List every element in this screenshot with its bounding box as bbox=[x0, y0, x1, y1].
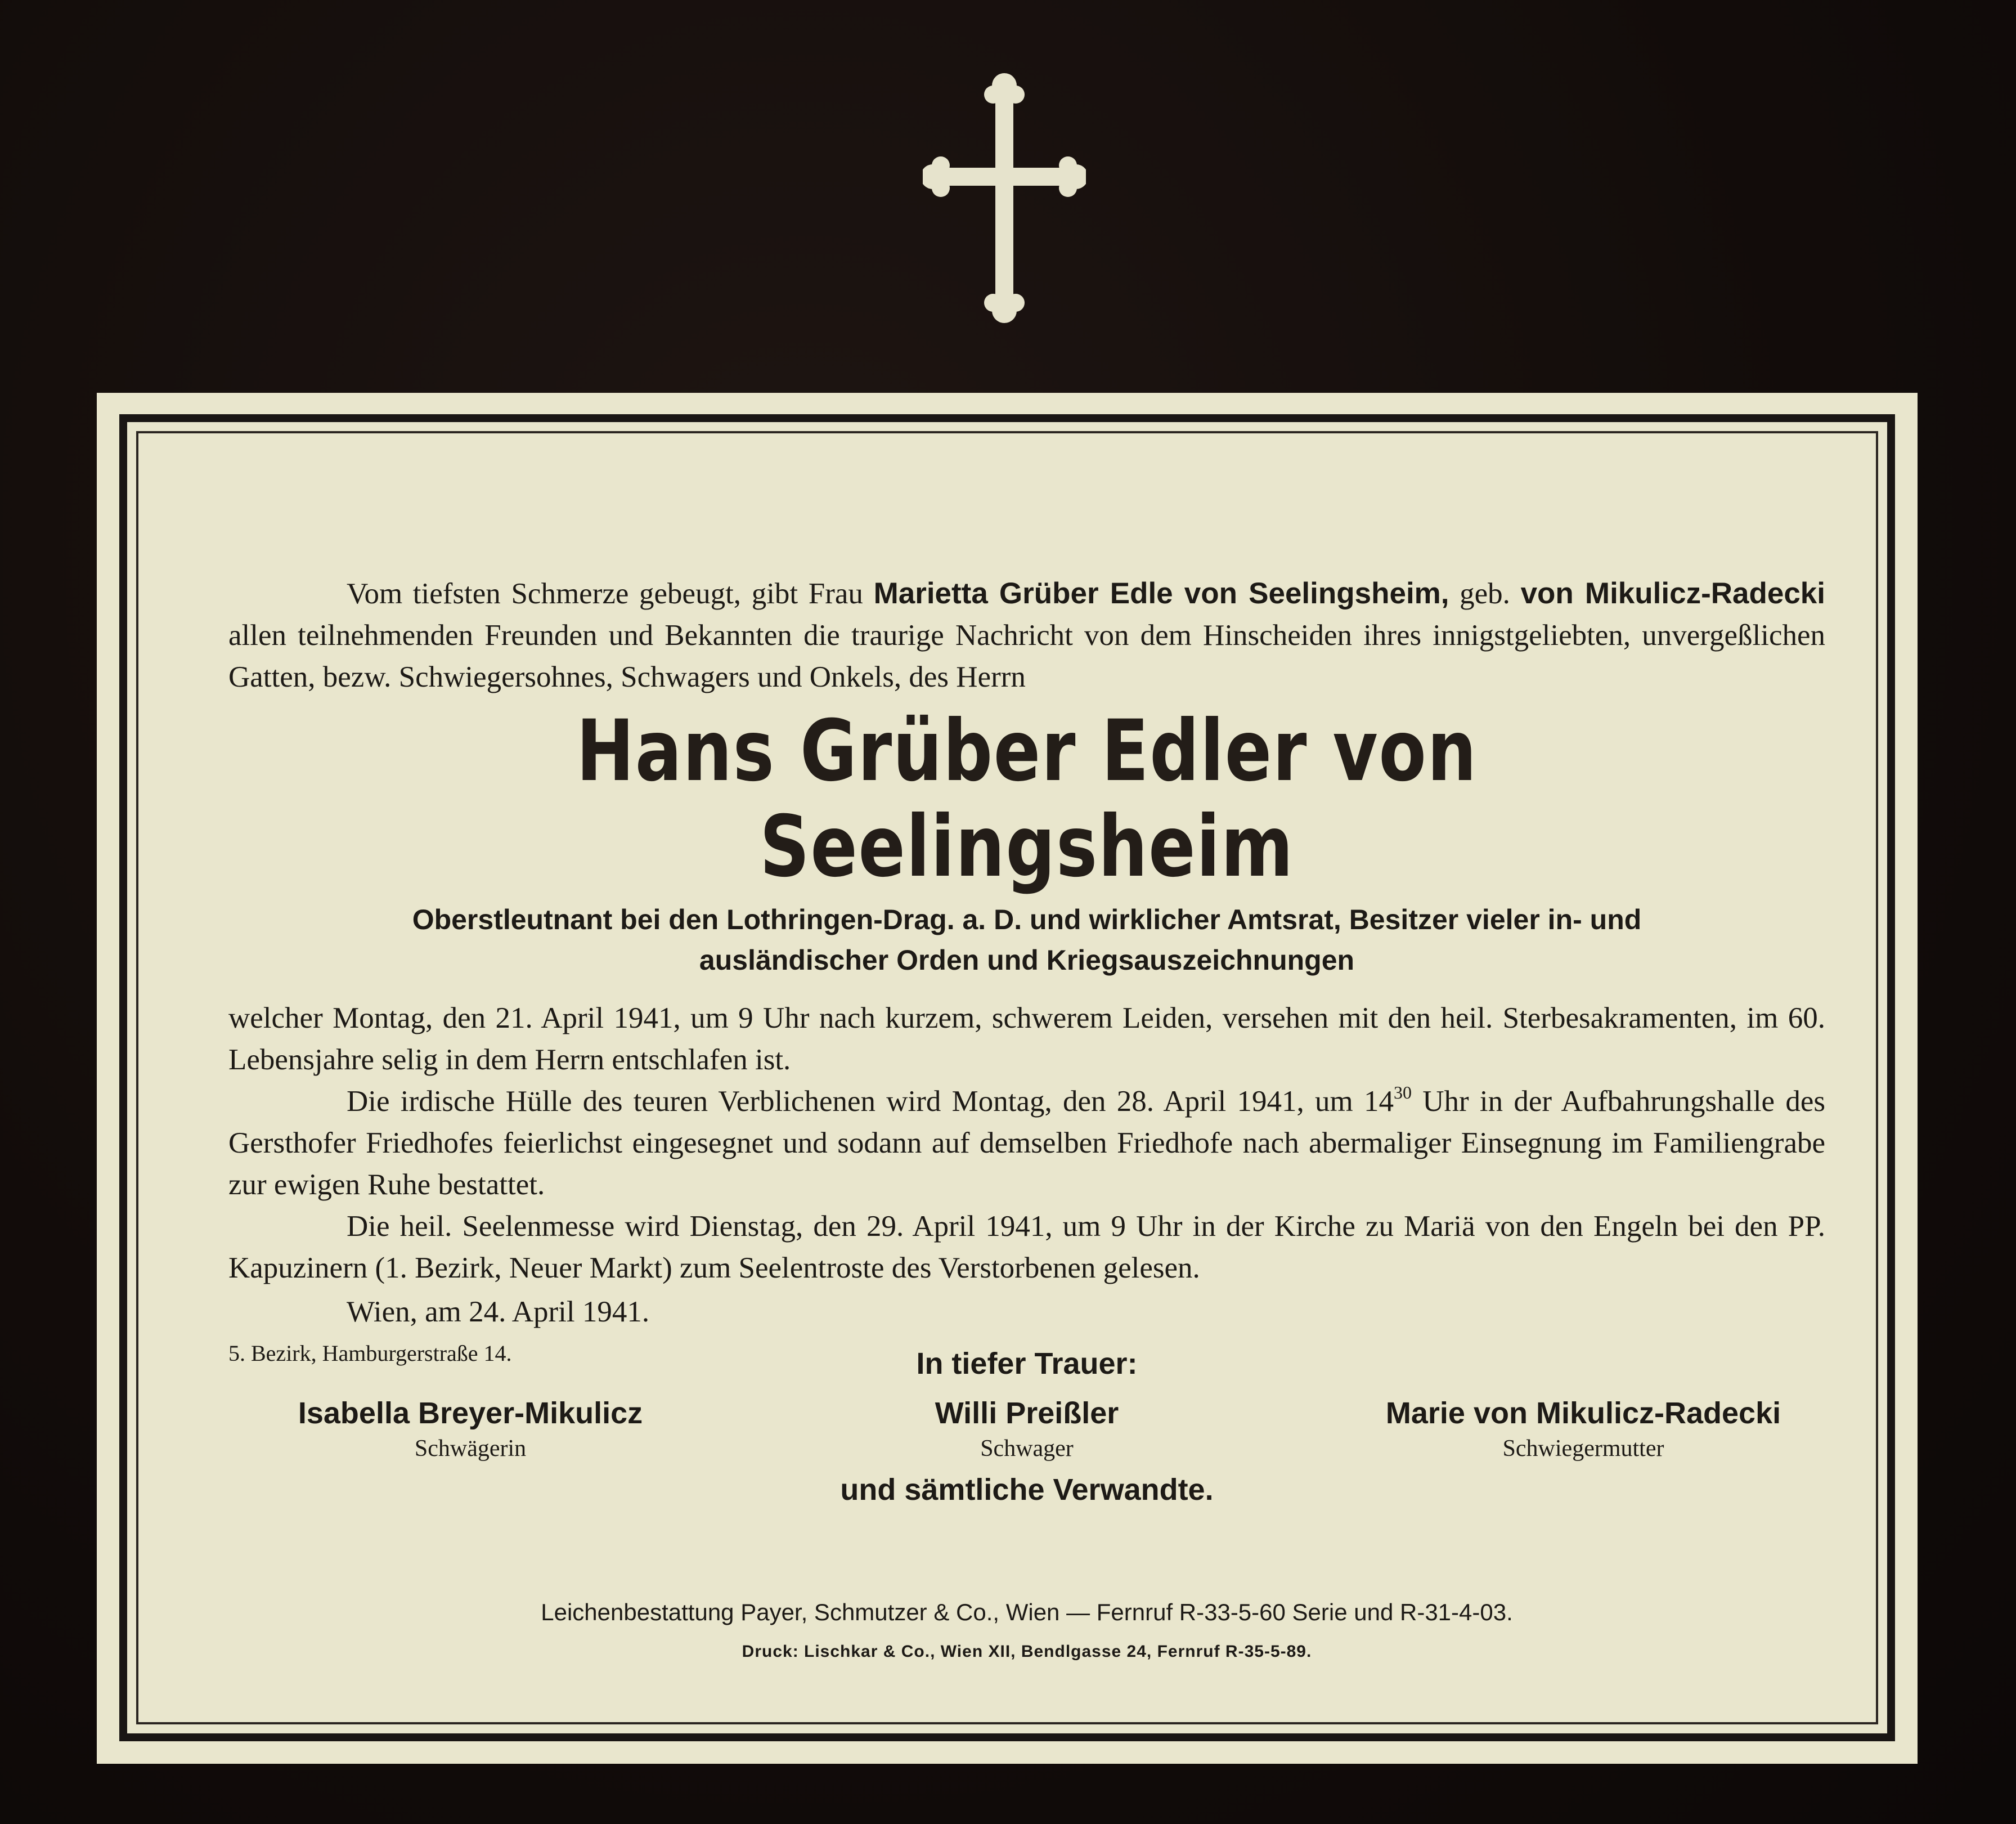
mourner-list bbox=[228, 1393, 1825, 1464]
mourner-name: Marie von Mikulicz-Radecki bbox=[1385, 1396, 1781, 1430]
intro-paragraph: Vom tiefsten Schmerze gebeugt, gibt Frau Marietta Grüber Edle von Seelingsheim, geb. von Mikulicz-Radecki allen teilnehmenden Freunden und Bekannten die traurige Nachricht von dem Hinscheiden ihres innigstgeliebten, unvergeßlichen Gatten, bezw. Schwiegersohnes, Schwagers und Onkels, des Herrn bbox=[228, 577, 1825, 693]
place-date: Wien, am 24. April 1941. bbox=[347, 1296, 650, 1328]
obituary-text bbox=[228, 573, 1825, 1661]
address-row bbox=[228, 1333, 1825, 1387]
mourner-name: Isabella Breyer-Mikulicz bbox=[298, 1396, 643, 1430]
obituary-card bbox=[97, 393, 1918, 1764]
mourner bbox=[228, 1393, 712, 1464]
mourning-heading: In tiefer Trauer: bbox=[916, 1347, 1138, 1381]
address: 5. Bezirk, Hamburgerstraße 14. bbox=[228, 1341, 512, 1366]
relatives-line: und sämtliche Verwandte. bbox=[840, 1473, 1214, 1507]
mourner-relation: Schwiegermutter bbox=[1502, 1436, 1664, 1462]
printer-line: Druck: Lischkar & Co., Wien XII, Bendlgasse 24, Fernruf R-35-5-89. bbox=[742, 1642, 1312, 1661]
mourner bbox=[1341, 1393, 1825, 1464]
mourner-relation: Schwägerin bbox=[414, 1436, 527, 1462]
funeral-paragraph: Die irdische Hülle des teuren Verblichenen wird Montag, den 28. April 1941, um $14^{30}$ Uhr in der Aufbahrungshalle des Gersthofer Friedhofes feierlichst eingesegnet und sodann auf demselben Friedhofe nach abermaliger Einsegnung im Familiengrabe zur ewigen Ruhe bestattet. bbox=[228, 1082, 1825, 1201]
death-paragraph: welcher Montag, den 21. April 1941, um 9 Uhr nach kurzem, schwerem Leiden, versehen mit den heil. Sterbesakramenten, im 60. Lebensjahre selig in dem Herrn entschlafen ist. bbox=[228, 1002, 1825, 1076]
mourner-relation: Schwager bbox=[980, 1436, 1074, 1462]
cross-icon bbox=[923, 68, 1086, 326]
deceased-titles: Oberstleutnant bei den Lothringen-Drag. a. D. und wirklicher Amtsrat, Besitzer vieler in- und ausländischer Orden und Kriegsauszeichnungen bbox=[412, 904, 1642, 976]
undertaker-line: Leichenbestattung Payer, Schmutzer & Co., Wien — Fernruf R-33-5-60 Serie und R-31-4-03. bbox=[541, 1599, 1513, 1625]
widow-name: Marietta Grüber Edle von Seelingsheim, bbox=[873, 577, 1449, 610]
widow-maiden-name: von Mikulicz-Radecki bbox=[1520, 577, 1825, 610]
mourner-name: Willi Preißler bbox=[935, 1396, 1119, 1430]
mourner bbox=[785, 1393, 1269, 1464]
mass-paragraph: Die heil. Seelenmesse wird Dienstag, den 29. April 1941, um 9 Uhr in der Kirche zu Mariä von den Engeln bei den PP. Kapuzinern (1. Bezirk, Neuer Markt) zum Seelentroste des Verstorbenen gelesen. bbox=[228, 1210, 1825, 1284]
deceased-name: Hans Grüber Edler von Seelingsheim bbox=[576, 702, 1478, 896]
